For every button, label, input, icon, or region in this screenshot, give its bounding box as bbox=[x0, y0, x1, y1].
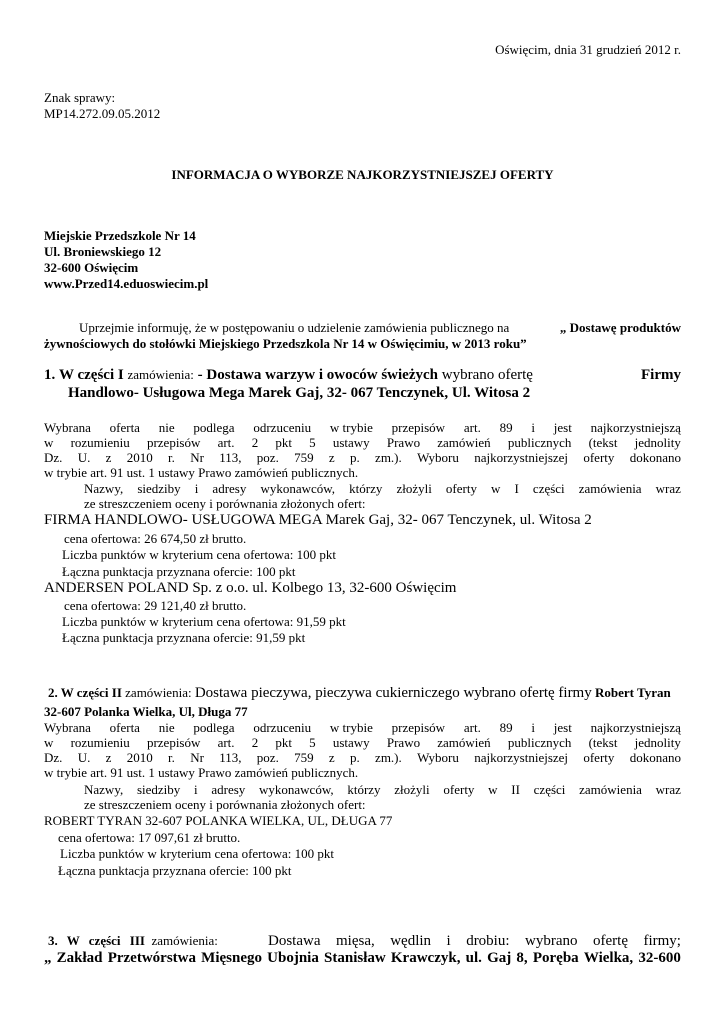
word: z bbox=[328, 750, 335, 765]
section1-names-line2: ze streszczeniem oceny i porównania złożonych ofert: bbox=[84, 496, 366, 511]
word: oferta bbox=[109, 720, 140, 735]
word: podlega bbox=[193, 720, 235, 735]
section2-heading bbox=[48, 685, 671, 702]
offer2-points: Liczba punktów w kryterium cena ofertowa: 91,59 pkt bbox=[62, 614, 346, 629]
offer1-total: Łączna punktacja przyznana ofercie: 100 pkt bbox=[62, 564, 296, 579]
word: wędlin bbox=[390, 933, 432, 949]
word: 113, bbox=[219, 750, 242, 765]
word: 5 bbox=[309, 735, 316, 750]
word: Dz. bbox=[44, 750, 63, 765]
section1-para-line3 bbox=[44, 450, 681, 465]
word: p. bbox=[350, 450, 360, 465]
institution-street: Ul. Broniewskiego 12 bbox=[44, 244, 162, 259]
section3-part: . W części III bbox=[54, 933, 145, 948]
word: 759 bbox=[294, 750, 314, 765]
word: i bbox=[446, 933, 451, 949]
word: podlega bbox=[193, 420, 235, 435]
word: Gaj bbox=[487, 950, 512, 966]
institution-name: Miejskie Przedszkole Nr 14 bbox=[44, 228, 196, 243]
section2-subject: Dostawa pieczywa, pieczywa cukierniczego wybrano ofertę firmy bbox=[194, 685, 592, 701]
section1-names-line1 bbox=[84, 481, 681, 496]
word: i bbox=[531, 420, 536, 435]
case-number: MP14.272.09.05.2012 bbox=[44, 106, 161, 121]
section3-zamowienia: zamówienia: bbox=[151, 933, 218, 948]
word: firmy; bbox=[643, 933, 681, 949]
word: w bbox=[44, 735, 54, 750]
offer1-firm: FIRMA HANDLOWO- USŁUGOWA MEGA Marek Gaj, 32- 067 Tenczynek, ul. Witosa 2 bbox=[44, 512, 592, 528]
institution-city: 32-600 Oświęcim bbox=[44, 260, 139, 275]
word: części bbox=[532, 481, 565, 496]
word: Ubojnia bbox=[267, 950, 319, 966]
section2-zamowienia: zamówienia: bbox=[125, 685, 192, 700]
word: w bbox=[491, 481, 501, 496]
word: adresy bbox=[212, 481, 247, 496]
word: i bbox=[194, 782, 198, 797]
word: wraz bbox=[655, 481, 681, 496]
section1-firm: Handlowo- Usługowa Mega Marek Gaj, 32- 067 Tenczynek, Ul. Witosa 2 bbox=[68, 385, 531, 401]
section2-names bbox=[84, 782, 681, 812]
word: jednolity bbox=[634, 735, 681, 750]
word: zamówienia bbox=[578, 481, 642, 496]
word: Zakład bbox=[56, 950, 103, 966]
word: adresy bbox=[211, 782, 246, 797]
word: z bbox=[105, 450, 112, 465]
offer3-firm: ROBERT TYRAN 32-607 POLANKA WIELKA, UL, DŁUGA 77 bbox=[44, 813, 393, 828]
word: najkorzystniejszą bbox=[590, 420, 681, 435]
institution-block bbox=[44, 228, 208, 292]
word: oferty bbox=[583, 450, 615, 465]
word: Prawo bbox=[386, 735, 421, 750]
section1-zamowienia: zamówienia: bbox=[127, 367, 194, 382]
word: Poręba bbox=[532, 950, 579, 966]
word: Nazwy, bbox=[84, 782, 124, 797]
word: Mięsnego bbox=[201, 950, 262, 966]
word: r. bbox=[168, 450, 175, 465]
word: I bbox=[514, 481, 519, 496]
institution-website: www.Przed14.eduoswiecim.pl bbox=[44, 276, 209, 291]
word: 113, bbox=[219, 450, 242, 465]
word: siedziby bbox=[137, 481, 181, 496]
word: złożyli bbox=[394, 782, 430, 797]
intro-line2: żywnościowych do stołówki Miejskiego Przedszkola Nr 14 w Oświęcimiu, w 2013 roku” bbox=[44, 336, 527, 351]
offer1-points: Liczba punktów w kryterium cena ofertowa: 100 pkt bbox=[62, 547, 336, 562]
section1-para-line4: w trybie art. 91 ust. 1 ustawy Prawo zamówień publicznych. bbox=[44, 465, 359, 480]
section3-subject bbox=[268, 933, 681, 950]
word: ofertę bbox=[593, 933, 628, 949]
word: z bbox=[328, 450, 335, 465]
word: 89 bbox=[499, 720, 513, 735]
word: Dz. bbox=[44, 450, 63, 465]
word: U. bbox=[77, 750, 91, 765]
word: 2010 bbox=[126, 450, 153, 465]
word: r. bbox=[168, 750, 175, 765]
word: dokonano bbox=[629, 450, 681, 465]
section1-para-line2 bbox=[44, 435, 681, 450]
word: publicznych bbox=[507, 735, 572, 750]
case-label: Znak sprawy: bbox=[44, 90, 116, 105]
word: i bbox=[531, 720, 536, 735]
section2-para-line4: w trybie art. 91 ust. 1 ustawy Prawo zamówień publicznych. bbox=[44, 765, 359, 780]
word: którzy bbox=[349, 481, 383, 496]
word: jest bbox=[553, 420, 572, 435]
word: ustawy bbox=[332, 435, 370, 450]
place-date: Oświęcim, dnia 31 grudzień 2012 r. bbox=[495, 42, 681, 57]
word: Wyboru bbox=[417, 750, 459, 765]
section2-names-line2: ze streszczeniem oceny i porównania złożonych ofert: bbox=[84, 797, 366, 812]
word: Krawczyk, bbox=[390, 950, 461, 966]
word: jednolity bbox=[634, 435, 681, 450]
word: przepisów bbox=[391, 720, 446, 735]
word: Wyboru bbox=[417, 450, 459, 465]
word: 32-600 bbox=[638, 950, 681, 966]
section2-paragraph bbox=[44, 720, 681, 780]
word: najkorzystniejszej bbox=[474, 450, 569, 465]
section2-para-line1 bbox=[44, 720, 681, 735]
word: (tekst bbox=[588, 735, 618, 750]
word: siedziby bbox=[136, 782, 181, 797]
word: nie bbox=[158, 420, 175, 435]
offer3-total: Łączna punktacja przyznana ofercie: 100 pkt bbox=[58, 863, 292, 878]
section3-firm bbox=[44, 950, 681, 967]
word: 759 bbox=[294, 450, 314, 465]
intro-plain: Uprzejmie informuję, że w postępowaniu o udzielenie zamówienia publicznego na bbox=[79, 320, 510, 335]
word: 5 bbox=[309, 435, 316, 450]
word: wybrano bbox=[525, 933, 578, 949]
section3-number: 3 bbox=[48, 933, 55, 948]
word: rozumieniu bbox=[70, 435, 130, 450]
section1-firm-word: Firmy bbox=[641, 367, 681, 383]
word: 89 bbox=[499, 420, 513, 435]
word: ul. bbox=[465, 950, 482, 966]
word: pkt bbox=[275, 435, 292, 450]
word: przepisów bbox=[146, 435, 201, 450]
section1-paragraph bbox=[44, 420, 681, 480]
word: art. bbox=[217, 435, 235, 450]
offer3-price: cena ofertowa: 17 097,61 zł brutto. bbox=[58, 830, 241, 845]
word: art. bbox=[463, 720, 481, 735]
word: Przetwórstwa bbox=[107, 950, 196, 966]
section1-para-line1 bbox=[44, 420, 681, 435]
word: odrzuceniu bbox=[253, 720, 312, 735]
word: oferty bbox=[443, 782, 475, 797]
word: wykonawców, bbox=[260, 481, 336, 496]
word: drobiu: bbox=[466, 933, 510, 949]
section2-part: 2. W części II bbox=[48, 685, 122, 700]
word: w trybie bbox=[329, 720, 373, 735]
word: Nr bbox=[190, 450, 204, 465]
section1-heading bbox=[44, 367, 681, 384]
word: części bbox=[533, 782, 566, 797]
offer1-price: cena ofertowa: 26 674,50 zł brutto. bbox=[64, 531, 247, 546]
word: Nazwy, bbox=[84, 481, 124, 496]
word: „ bbox=[44, 950, 52, 966]
word: zamówienia bbox=[579, 782, 642, 797]
offer2-firm: ANDERSEN POLAND Sp. z o.o. ul. Kolbego 13, 32-600 Oświęcim bbox=[44, 580, 457, 596]
word: złożyli bbox=[396, 481, 432, 496]
section2-firm: Robert Tyran bbox=[594, 685, 671, 700]
word: poz. bbox=[256, 450, 279, 465]
word: odrzuceniu bbox=[253, 420, 312, 435]
section1-subject: - Dostawa warzyw i owoców świeżych bbox=[197, 367, 438, 383]
word: nie bbox=[158, 720, 175, 735]
word: zm.). bbox=[375, 750, 402, 765]
section1-chosen: wybrano ofertę bbox=[441, 367, 533, 383]
section1-names bbox=[84, 481, 681, 511]
word: II bbox=[511, 782, 520, 797]
word: Prawo bbox=[386, 435, 421, 450]
word: (tekst bbox=[588, 435, 618, 450]
word: Wybrana bbox=[44, 420, 91, 435]
word: pkt bbox=[275, 735, 292, 750]
word: Dostawa bbox=[268, 933, 321, 949]
word: Stanisław bbox=[324, 950, 386, 966]
word: art. bbox=[217, 735, 235, 750]
intro-bold: „ Dostawę produktów bbox=[559, 320, 681, 335]
word: Nr bbox=[190, 750, 204, 765]
word: ustawy bbox=[332, 735, 370, 750]
word: z bbox=[105, 750, 112, 765]
page-title: INFORMACJA O WYBORZE NAJKORZYSTNIEJSZEJ OFERTY bbox=[171, 167, 554, 182]
section2-para-line2 bbox=[44, 735, 681, 750]
word: publicznych bbox=[507, 435, 572, 450]
word: wykonawców, bbox=[259, 782, 334, 797]
word: wraz bbox=[655, 782, 681, 797]
word: zm.). bbox=[375, 450, 402, 465]
word: 2 bbox=[251, 435, 259, 450]
word: oferty bbox=[583, 750, 615, 765]
word: 2010 bbox=[126, 750, 153, 765]
word: mięsa, bbox=[335, 933, 375, 949]
section1-part: W części I bbox=[59, 367, 124, 383]
word: art. bbox=[463, 420, 481, 435]
word: oferta bbox=[109, 420, 140, 435]
word: zamówień bbox=[437, 435, 491, 450]
section1-number: 1. bbox=[44, 367, 56, 383]
word: przepisów bbox=[391, 420, 446, 435]
word: 8, bbox=[516, 950, 528, 966]
offer2-total: Łączna punktacja przyznana ofercie: 91,59 pkt bbox=[62, 630, 306, 645]
word: Wielka, bbox=[583, 950, 634, 966]
section3-heading bbox=[48, 933, 681, 950]
offer3-points: Liczba punktów w kryterium cena ofertowa: 100 pkt bbox=[60, 846, 334, 861]
word: jest bbox=[553, 720, 572, 735]
section2-firm-address: 32-607 Polanka Wielka, Ul, Długa 77 bbox=[44, 704, 248, 719]
word: p. bbox=[350, 750, 360, 765]
intro-line1 bbox=[79, 320, 681, 336]
word: w trybie bbox=[329, 420, 373, 435]
word: rozumieniu bbox=[70, 735, 130, 750]
word: Wybrana bbox=[44, 720, 91, 735]
section2-para-line3 bbox=[44, 750, 681, 765]
word: poz. bbox=[256, 750, 279, 765]
word: przepisów bbox=[146, 735, 201, 750]
word: dokonano bbox=[629, 750, 681, 765]
word: 2 bbox=[251, 735, 259, 750]
word: U. bbox=[77, 450, 91, 465]
offer2-price: cena ofertowa: 29 121,40 zł brutto. bbox=[64, 598, 247, 613]
word: i bbox=[194, 481, 199, 496]
word: oferty bbox=[445, 481, 477, 496]
word: najkorzystniejszej bbox=[474, 750, 569, 765]
word: w bbox=[44, 435, 54, 450]
section2-names-line1 bbox=[84, 782, 681, 797]
word: najkorzystniejszą bbox=[590, 720, 681, 735]
word: którzy bbox=[347, 782, 381, 797]
word: zamówień bbox=[437, 735, 491, 750]
word: w bbox=[488, 782, 498, 797]
